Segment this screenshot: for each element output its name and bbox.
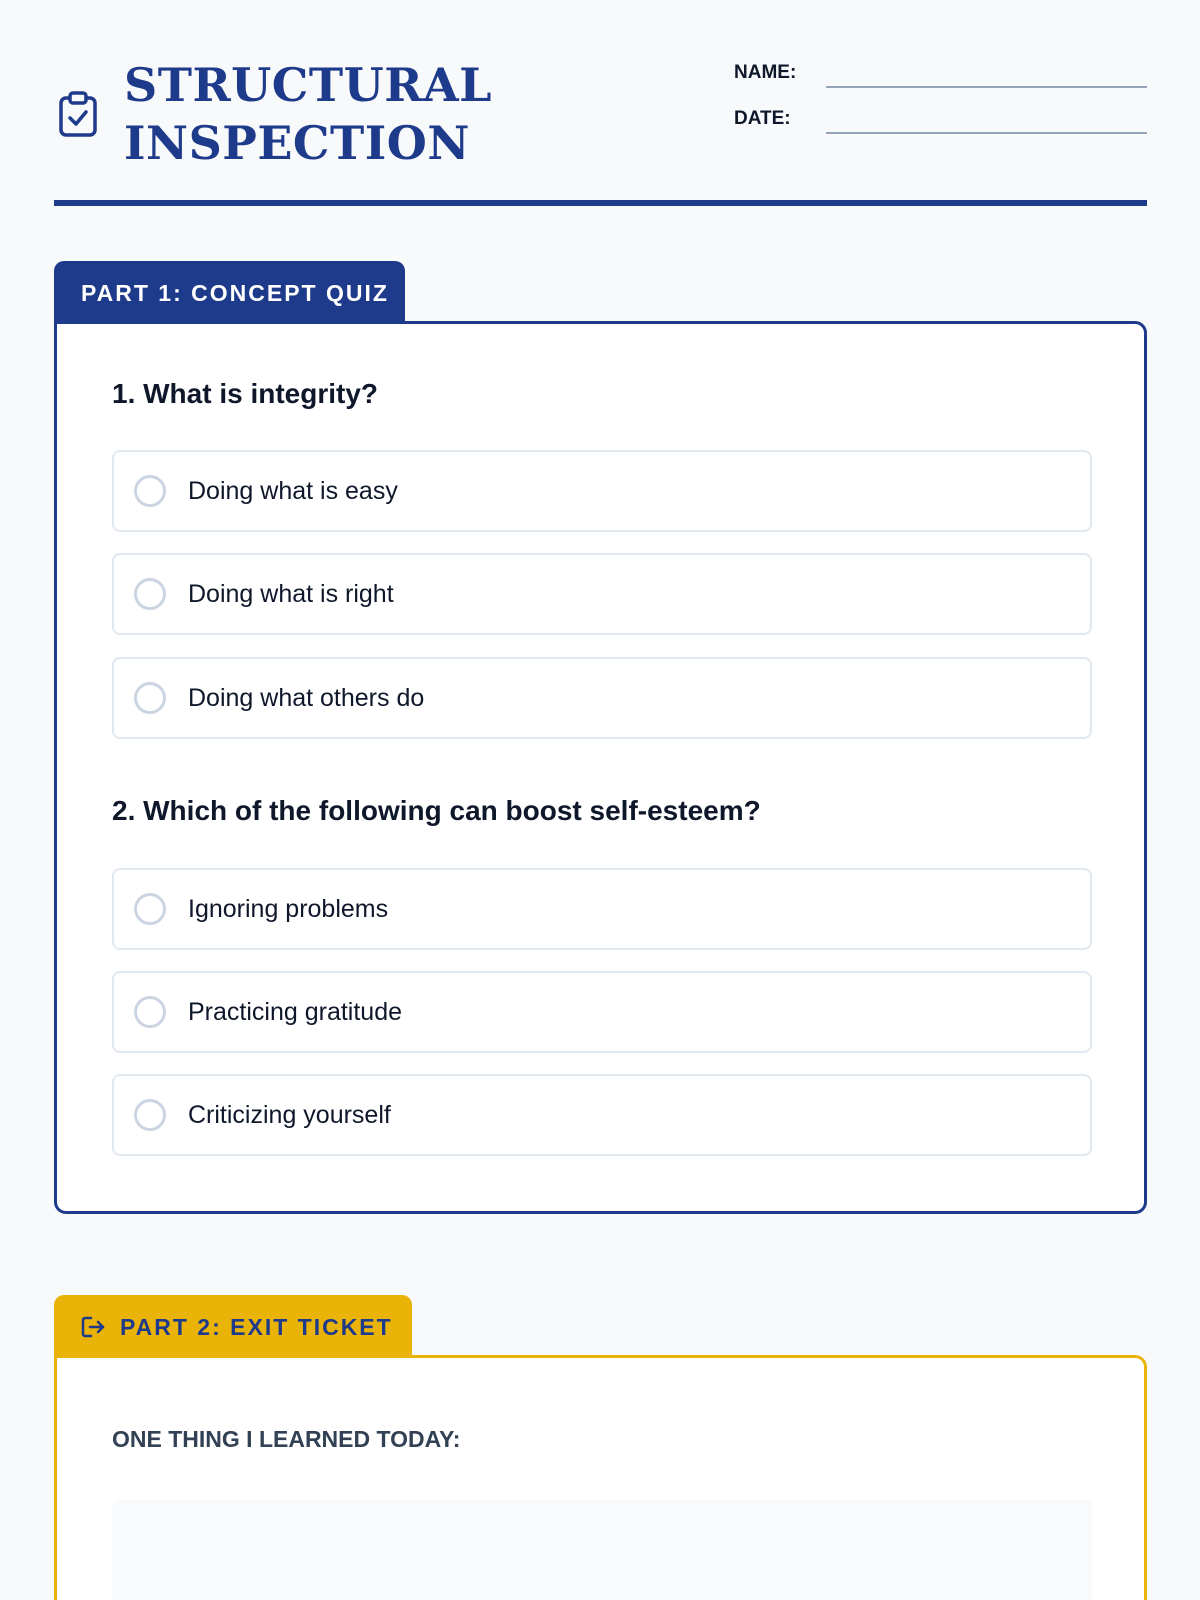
option-label: Criticizing yourself (188, 1100, 391, 1129)
exit-icon (80, 1314, 106, 1340)
radio-button[interactable] (134, 578, 166, 610)
page-header (54, 56, 1147, 174)
radio-button[interactable] (134, 682, 166, 714)
header-divider (54, 200, 1147, 206)
option-label: Doing what others do (188, 683, 425, 712)
option-label: Ignoring problems (188, 894, 389, 923)
radio-button[interactable] (134, 475, 166, 507)
q1-option-2[interactable] (112, 553, 1092, 635)
concept-quiz-panel (54, 321, 1147, 1214)
q2-option-1[interactable] (112, 868, 1092, 950)
part1-tab-label: PART 1: CONCEPT QUIZ (81, 279, 389, 306)
date-field[interactable] (734, 104, 1147, 134)
question-1: 1. What is integrity? (112, 378, 379, 409)
part2-tab (54, 1295, 412, 1359)
clipboard-check-icon (58, 90, 98, 138)
q2-option-2[interactable] (112, 971, 1092, 1053)
exit-ticket-prompt: ONE THING I LEARNED TODAY: (112, 1426, 461, 1452)
date-label: DATE: (734, 108, 791, 129)
question-2: 2. Which of the following can boost self-esteem? (112, 795, 761, 826)
part1-tab (54, 261, 405, 325)
date-input-line[interactable] (826, 132, 1147, 134)
name-field[interactable] (734, 58, 1147, 88)
page-title (124, 56, 492, 172)
page-title-line-1: STRUCTURAL (124, 58, 493, 112)
name-label: NAME: (734, 62, 797, 83)
q2-option-3[interactable] (112, 1074, 1092, 1156)
page-title-line-2: INSPECTION (124, 116, 470, 170)
option-label: Doing what is easy (188, 476, 398, 505)
radio-button[interactable] (134, 1099, 166, 1131)
name-input-line[interactable] (826, 86, 1147, 88)
q1-option-3[interactable] (112, 657, 1092, 739)
part2-tab-label: PART 2: EXIT TICKET (120, 1313, 393, 1340)
radio-button[interactable] (134, 996, 166, 1028)
q1-option-1[interactable] (112, 450, 1092, 532)
learned-today-answer-field[interactable] (112, 1500, 1092, 1600)
radio-button[interactable] (134, 893, 166, 925)
option-label: Practicing gratitude (188, 997, 403, 1026)
exit-ticket-panel (54, 1355, 1147, 1600)
option-label: Doing what is right (188, 579, 394, 608)
